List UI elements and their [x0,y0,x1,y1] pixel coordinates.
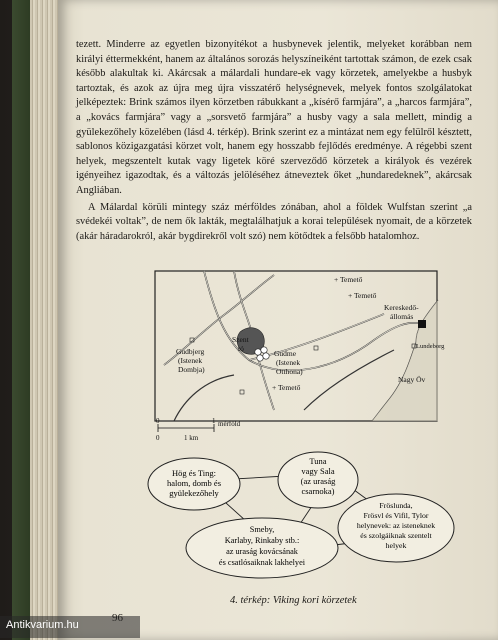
scale-mile-one: 1 [212,417,216,425]
scale-mile-unit: mérföld [218,420,241,428]
fro-text-4: és szolgáiknak szentelt [360,531,432,540]
fro-text-1: Fröslunda, [379,501,413,510]
smeby-text-3: az uraság kovácsának [226,547,298,556]
trading-station-marker [418,320,426,328]
holy-lake-label-2: tó [238,344,244,353]
cemetery-label-right: + Temető [348,291,377,300]
smeby-text-1: Smeby, [249,525,275,534]
gudbjerg-label-3: Dombja) [178,365,205,374]
scale-km-unit: 1 km [184,434,199,442]
watermark: Antikvarium.hu [0,616,140,638]
scale-mile-zero: 0 [156,417,160,425]
trading-station-label-1: Kereskedő- [384,303,419,312]
paragraph-1: tezett. Minderre az egyetlen bizonyítékot a husbynevek jelentik, melyeket korábban nem királyi éttermekként, hanem az általános sorozás helyszíneiként tartottak számon, de ezek csak később alakultak ki. Akárcsak a málardali hundare-ek vagy körzetek, amelyekbe a husbyk tartoztak, és azok az újra meg újra visszatérő helységnevek, melyek fontos szolgálatokat jelképeztek: Brink számos ilyen körzetben rábukkant a „kísérő farmjára”, a „harcos farmjára”, a „kovács farmjára” vagy a „sorsvető farmjára” a husby vagy a sala mellett, mindig a gyülekezőhely közelében (lásd 4. térkép). Brink szerint ez a mintázat nem egy felülről késztett, sablonos közigazgatási körzet volt, hanem egy hosszabb fejlődés eredménye. A régebbi szent helyek, megszentelt kutak vagy ligetek köré szerveződő körzetek a királyok és vezérek igényeihez igazodtak, és a változás jelöléséhez átneveztek őket „hundaredeknek”, akárcsak Angliában. [76,39,472,196]
smeby-text-2: Karlaby, Rinkaby stb.: [224,536,300,545]
cemetery-label-top: + Temető [334,275,363,284]
hog-text-1: Hög és Ting: [172,468,216,478]
tuna-text-2: vagy Sala [301,466,335,476]
map-figure [154,270,445,446]
gudbjerg-label-2: (Istenek [178,356,203,365]
gudbjerg-label-1: Gudbjerg [176,347,205,356]
lundeborg-label: Lundeborg [416,343,445,350]
gudme-label-2: (Istenek [276,358,301,367]
tuna-text-1: Tuna [309,456,327,466]
cemetery-label-bottom: + Temető [272,383,301,392]
trading-station-label-2: állomás [390,312,414,321]
fro-text-5: helyek [385,541,407,550]
great-belt-label: Nagy Öv [398,375,426,384]
hog-text-2: halom, domb és [166,478,222,488]
scale-km-zero: 0 [156,434,160,442]
district-diagram [146,450,466,580]
gudme-label-3: Otthona) [276,367,303,376]
body-text [76,38,472,244]
tuna-text-3: (az uraság [300,476,336,486]
gudme-label-1: Gudme [274,349,297,358]
fro-text-2: Frösvl és Vifil, Tylor [363,511,429,520]
hog-text-3: gyülekezőhely [169,488,219,498]
smeby-text-4: és csatlósaiknak lakhelyei [218,558,306,567]
book-cover-edge [12,0,32,640]
fro-text-3: helynevek: az isteneknek [356,521,436,530]
figure-caption: 4. térkép: Viking kori körzetek [230,595,357,606]
tuna-text-4: csarnoka) [301,486,335,496]
paragraph-2: A Málardal körüli mintegy száz mérföldes zónában, ahol a földek Wulfstan szerint „a svédekéi voltak”, de nem ők lakták, megtalálhatjuk a korai települések nyomait, de a körzetek (akár háradarokról, akár bygdirekről volt szó) nem kötődtek a felsőbb hatalomhoz. [76,201,472,242]
holy-lake-label-1: Szent [232,335,249,344]
